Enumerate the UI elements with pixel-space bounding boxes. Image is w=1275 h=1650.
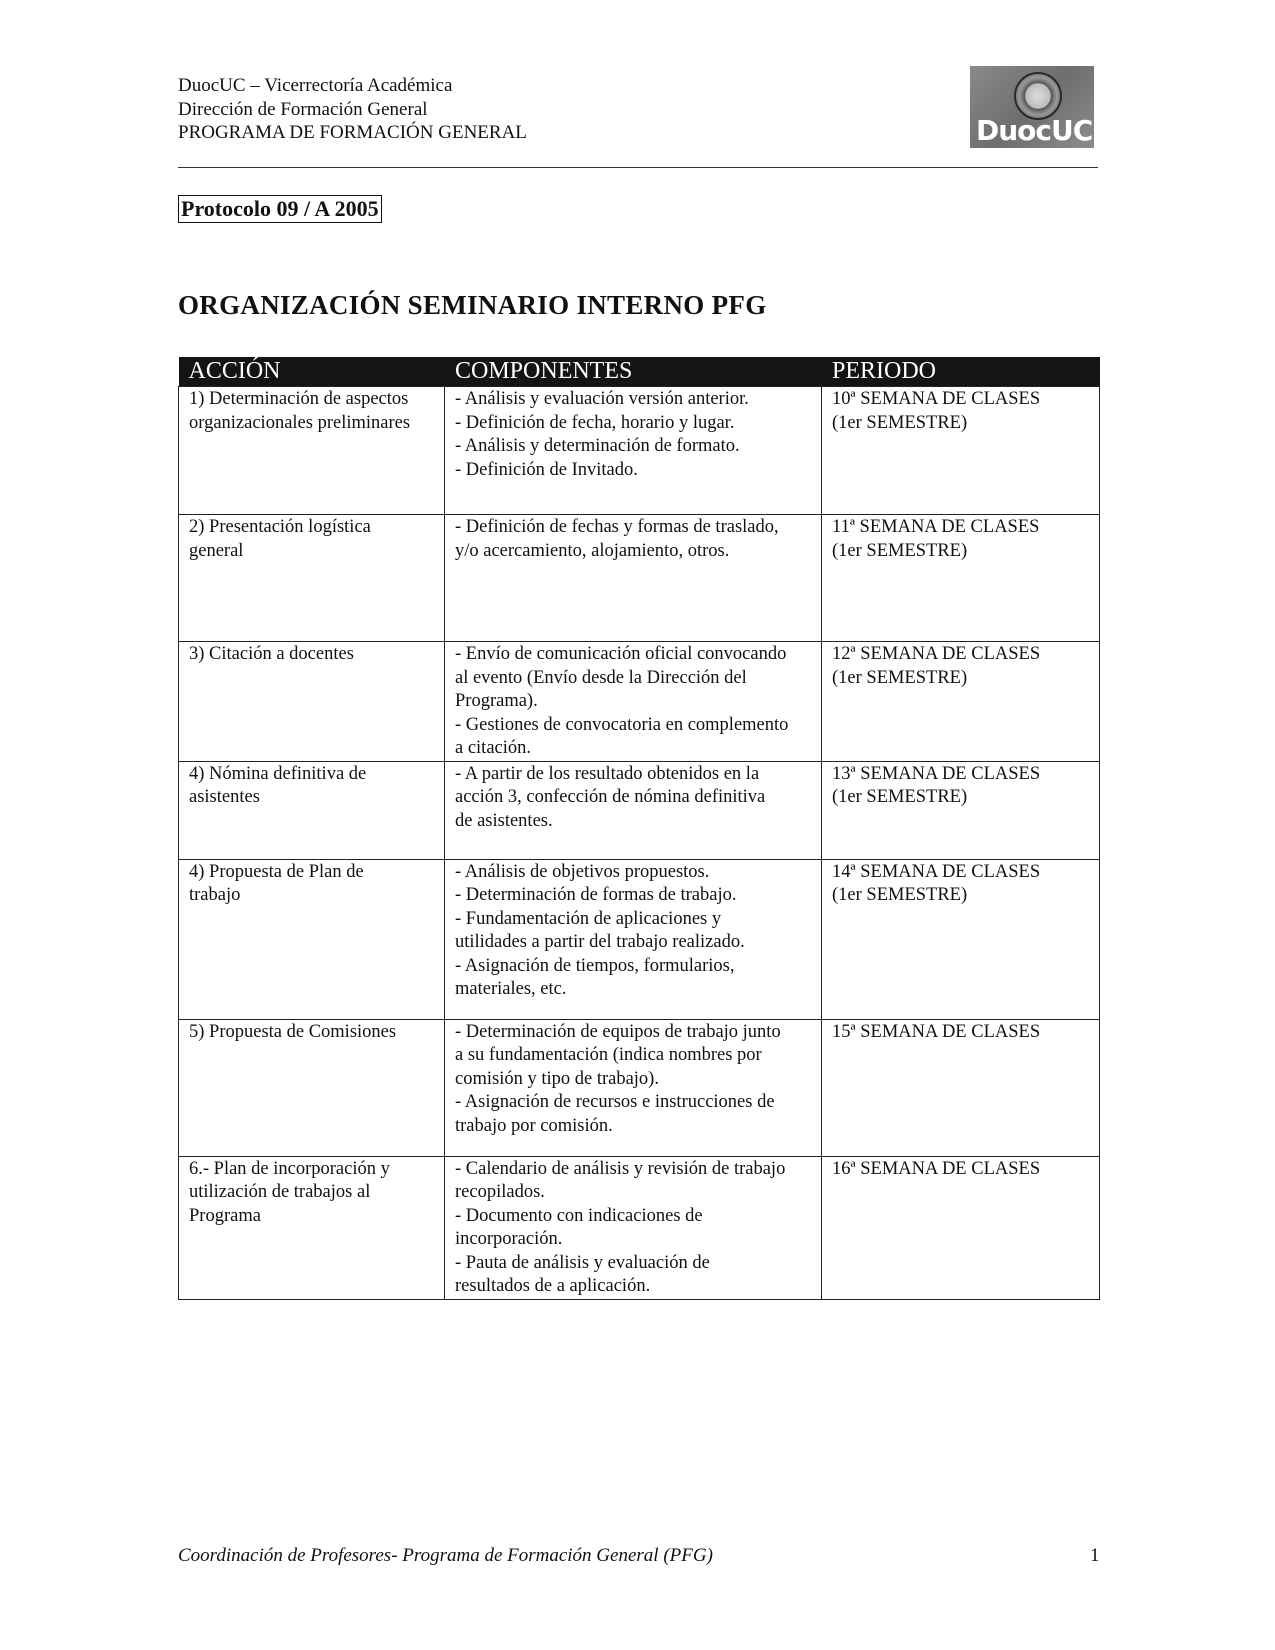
periodo-line: (1er SEMESTRE)	[832, 540, 968, 561]
cell-periodo	[822, 387, 1100, 515]
accion-line: 5) Propuesta de Comisiones	[189, 1021, 397, 1042]
cell-componentes	[445, 642, 822, 762]
institution-header	[178, 74, 527, 145]
periodo-line: 11ª SEMANA DE CLASES	[832, 517, 1040, 537]
cell-periodo	[822, 1019, 1100, 1156]
table-row	[179, 761, 1100, 859]
header-line-2: Dirección de Formación General	[178, 98, 428, 120]
accion-line: 2) Presentación logística	[189, 517, 371, 537]
cell-componentes	[445, 515, 822, 642]
logo-text: DuocUC	[976, 114, 1093, 147]
periodo-line: (1er SEMESTRE)	[832, 412, 968, 433]
componentes-line: - Fundamentación de aplicaciones y	[455, 908, 722, 929]
cell-componentes	[445, 1156, 822, 1299]
cell-accion	[179, 859, 445, 1019]
cell-periodo	[822, 642, 1100, 762]
componentes-line: recopilados.	[455, 1182, 545, 1202]
componentes-line: - Calendario de análisis y revisión de trabajo	[455, 1158, 786, 1179]
header-line-3: PROGRAMA DE FORMACIÓN GENERAL	[178, 122, 527, 143]
table-row	[179, 859, 1100, 1019]
periodo-line: (1er SEMESTRE)	[832, 885, 968, 905]
table-row	[179, 642, 1100, 762]
accion-line: 1) Determinación de aspectos	[189, 389, 409, 409]
periodo-line: 13ª SEMANA DE CLASES	[832, 763, 1041, 784]
componentes-line: de asistentes.	[455, 810, 553, 831]
componentes-line: - Envío de comunicación oficial convocando	[455, 644, 787, 664]
accion-line: asistentes	[189, 787, 260, 807]
footer-text: Coordinación de Profesores- Programa de Formación General (PFG)	[178, 1545, 713, 1566]
table-header-row	[179, 357, 1100, 387]
cell-accion	[179, 642, 445, 762]
componentes-line: resultados de a aplicación.	[455, 1276, 651, 1296]
cell-periodo	[822, 1156, 1100, 1299]
cell-accion	[179, 515, 445, 642]
componentes-line: - Análisis y evaluación versión anterior.	[455, 389, 749, 409]
accion-line: organizacionales preliminares	[189, 412, 411, 433]
componentes-line: - Determinación de equipos de trabajo junto	[455, 1021, 781, 1042]
periodo-line: 15ª SEMANA DE CLASES	[832, 1021, 1041, 1042]
componentes-line: - A partir de los resultado obtenidos en la	[455, 763, 760, 784]
protocol-label: Protocolo 09 / A 2005	[178, 195, 382, 223]
componentes-line: - Definición de fechas y formas de traslado,	[455, 517, 779, 537]
cell-periodo	[822, 515, 1100, 642]
document-title: ORGANIZACIÓN SEMINARIO INTERNO PFG	[178, 290, 767, 320]
componentes-line: Programa).	[455, 691, 538, 711]
componentes-line: incorporación.	[455, 1229, 563, 1249]
componentes-line: - Análisis y determinación de formato.	[455, 436, 740, 456]
componentes-line: - Definición de Invitado.	[455, 459, 638, 480]
componentes-line: - Pauta de análisis y evaluación de	[455, 1252, 710, 1273]
page-number: 1	[1090, 1545, 1100, 1566]
componentes-line: - Definición de fecha, horario y lugar.	[455, 412, 735, 433]
periodo-line: (1er SEMESTRE)	[832, 667, 968, 688]
header-periodo: PERIODO	[822, 357, 1100, 387]
accion-line: 4) Nómina definitiva de	[189, 763, 367, 784]
cell-periodo	[822, 761, 1100, 859]
accion-line: trabajo	[189, 885, 241, 905]
cell-accion	[179, 1019, 445, 1156]
cell-accion	[179, 1156, 445, 1299]
componentes-line: y/o acercamiento, alojamiento, otros.	[455, 540, 730, 561]
componentes-line: utilidades a partir del trabajo realizado.	[455, 932, 745, 952]
componentes-line: a citación.	[455, 738, 532, 758]
componentes-line: a su fundamentación (indica nombres por	[455, 1045, 762, 1065]
table-body	[179, 387, 1100, 1300]
table-row	[179, 1019, 1100, 1156]
componentes-line: - Documento con indicaciones de	[455, 1205, 703, 1226]
componentes-line: comisión y tipo de trabajo).	[455, 1068, 659, 1089]
componentes-line: al evento (Envío desde la Dirección del	[455, 667, 747, 688]
cell-accion	[179, 761, 445, 859]
header-line-1: DuocUC – Vicerrectoría Académica	[178, 75, 453, 96]
table-row	[179, 515, 1100, 642]
accion-line: general	[189, 540, 244, 561]
header-accion: ACCIÓN	[179, 357, 445, 387]
cell-componentes	[445, 1019, 822, 1156]
accion-line: Programa	[189, 1205, 261, 1226]
header-componentes: COMPONENTES	[445, 357, 822, 387]
cell-componentes	[445, 761, 822, 859]
accion-line: 3) Citación a docentes	[189, 644, 354, 664]
header-divider	[178, 167, 1098, 168]
cell-componentes	[445, 859, 822, 1019]
accion-line: utilización de trabajos al	[189, 1182, 371, 1202]
periodo-line: 16ª SEMANA DE CLASES	[832, 1158, 1041, 1179]
componentes-line: - Gestiones de convocatoria en complemento	[455, 714, 789, 735]
componentes-line: - Asignación de recursos e instrucciones de	[455, 1092, 775, 1112]
duocuc-logo	[970, 66, 1094, 148]
componentes-line: acción 3, confección de nómina definitiva	[455, 787, 766, 807]
componentes-line: trabajo por comisión.	[455, 1115, 613, 1136]
componentes-line: materiales, etc.	[455, 979, 567, 999]
table-row	[179, 387, 1100, 515]
componentes-line: - Determinación de formas de trabajo.	[455, 885, 737, 905]
accion-line: 4) Propuesta de Plan de	[189, 861, 364, 882]
cell-componentes	[445, 387, 822, 515]
periodo-line: 10ª SEMANA DE CLASES	[832, 389, 1041, 409]
componentes-line: - Análisis de objetivos propuestos.	[455, 861, 710, 882]
table-row	[179, 1156, 1100, 1299]
periodo-line: (1er SEMESTRE)	[832, 787, 968, 807]
periodo-line: 12ª SEMANA DE CLASES	[832, 644, 1041, 664]
accion-line: 6.- Plan de incorporación y	[189, 1158, 390, 1179]
seminar-table	[178, 357, 1100, 1300]
seal-icon	[1014, 72, 1062, 120]
componentes-line: - Asignación de tiempos, formularios,	[455, 955, 735, 976]
cell-periodo	[822, 859, 1100, 1019]
cell-accion	[179, 387, 445, 515]
periodo-line: 14ª SEMANA DE CLASES	[832, 861, 1041, 882]
